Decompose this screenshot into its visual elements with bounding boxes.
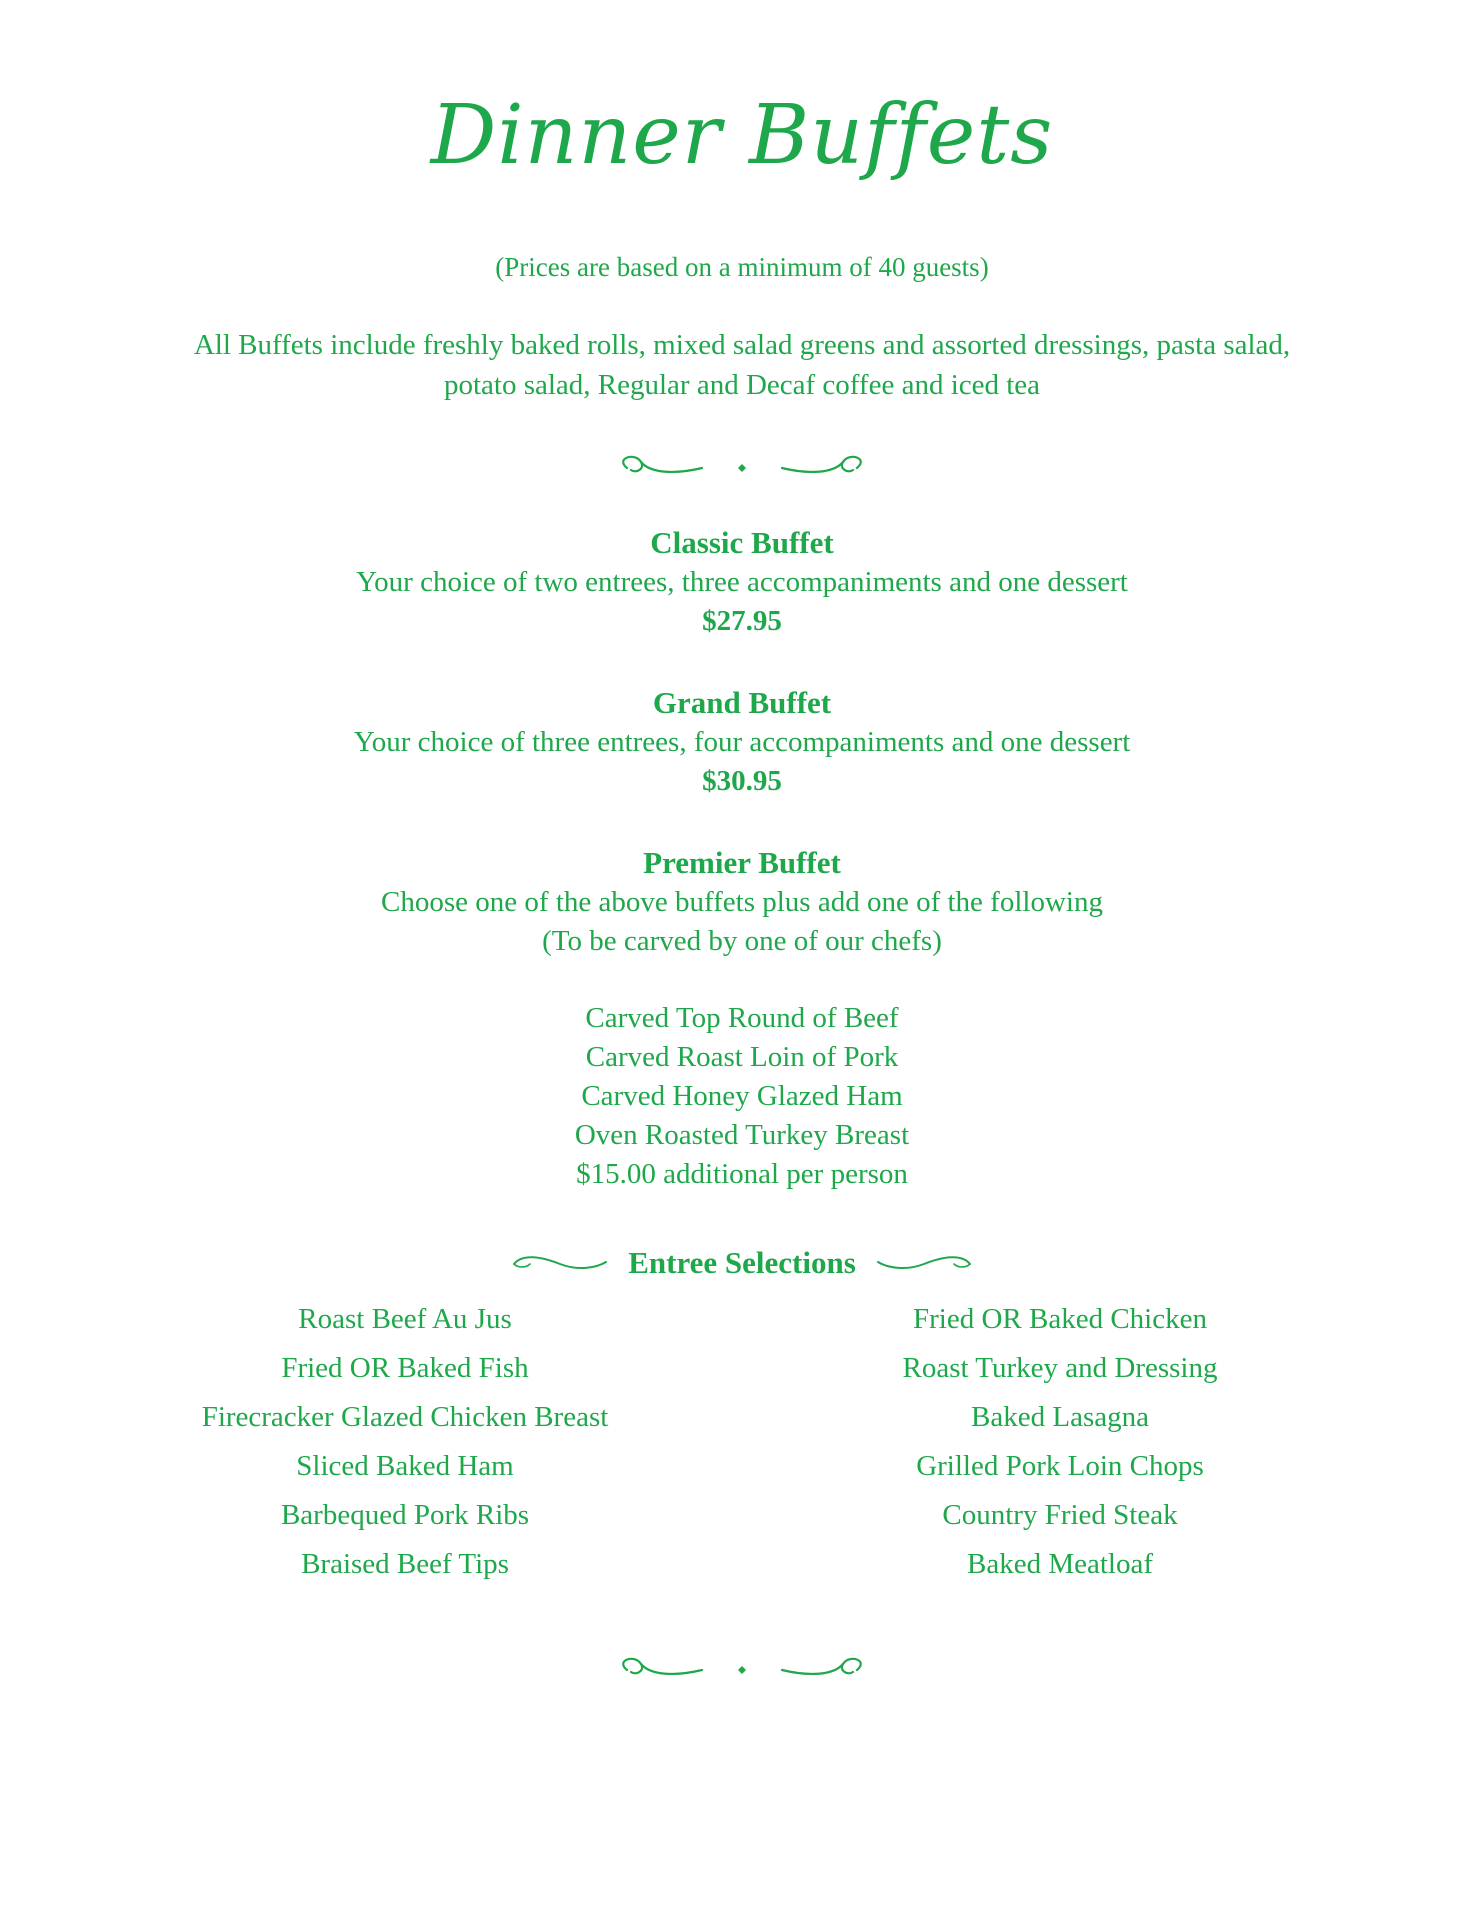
entree-selections-title: Entree Selections bbox=[628, 1245, 856, 1280]
carving-option: Carved Roast Loin of Pork bbox=[585, 1041, 899, 1073]
entree-item: Braised Beef Tips bbox=[301, 1548, 509, 1580]
carving-price: $15.00 additional per person bbox=[576, 1158, 908, 1190]
premier-buffet bbox=[0, 843, 1484, 961]
entree-item: Fried OR Baked Chicken bbox=[913, 1303, 1207, 1335]
buffet-name: Premier Buffet bbox=[643, 845, 841, 880]
buffet-description-line-1: Choose one of the above buffets plus add one of the following bbox=[381, 886, 1103, 918]
swash-flourish-icon bbox=[874, 1252, 974, 1274]
entree-item: Roast Turkey and Dressing bbox=[902, 1352, 1218, 1384]
buffet-price: $27.95 bbox=[702, 605, 782, 637]
entree-list-left bbox=[130, 1295, 680, 1589]
swash-flourish-icon bbox=[510, 1252, 610, 1274]
scroll-flourish-divider-icon bbox=[0, 1650, 1484, 1691]
entree-item: Country Fried Steak bbox=[942, 1499, 1178, 1531]
buffet-inclusions bbox=[0, 325, 1484, 405]
entree-list-right bbox=[790, 1295, 1330, 1589]
carving-options bbox=[0, 999, 1484, 1194]
buffet-description-line-2: (To be carved by one of our chefs) bbox=[542, 925, 942, 957]
entree-item: Firecracker Glazed Chicken Breast bbox=[201, 1401, 609, 1433]
entree-item: Sliced Baked Ham bbox=[296, 1450, 514, 1482]
entree-item: Fried OR Baked Fish bbox=[281, 1352, 529, 1384]
buffet-name: Grand Buffet bbox=[652, 685, 832, 720]
scroll-flourish-divider-icon bbox=[0, 448, 1484, 489]
carving-option: Carved Top Round of Beef bbox=[585, 1002, 899, 1034]
buffet-description: Your choice of two entrees, three accompaniments and one dessert bbox=[356, 566, 1128, 598]
page-title: Dinner Buffets bbox=[430, 88, 1054, 183]
entree-item: Baked Meatloaf bbox=[966, 1548, 1153, 1580]
buffet-price: $30.95 bbox=[702, 765, 782, 797]
entree-item: Grilled Pork Loin Chops bbox=[916, 1450, 1204, 1482]
entree-item: Barbequed Pork Ribs bbox=[280, 1499, 530, 1531]
buffet-name: Classic Buffet bbox=[650, 525, 834, 560]
inclusions-line-1: All Buffets include freshly baked rolls, mixed salad greens and assorted dressings, pasta salad, bbox=[193, 329, 1291, 361]
buffet-description: Your choice of three entrees, four accompaniments and one dessert bbox=[353, 726, 1131, 758]
entree-item: Baked Lasagna bbox=[971, 1401, 1149, 1433]
minimum-guests-note: (Prices are based on a minimum of 40 guests) bbox=[495, 252, 989, 282]
grand-buffet bbox=[0, 683, 1484, 801]
classic-buffet bbox=[0, 523, 1484, 641]
entree-selections-header bbox=[0, 1245, 1484, 1281]
inclusions-line-2: potato salad, Regular and Decaf coffee and iced tea bbox=[443, 369, 1041, 401]
entree-item: Roast Beef Au Jus bbox=[298, 1303, 512, 1335]
carving-option: Oven Roasted Turkey Breast bbox=[574, 1119, 910, 1151]
carving-option: Carved Honey Glazed Ham bbox=[581, 1080, 903, 1112]
